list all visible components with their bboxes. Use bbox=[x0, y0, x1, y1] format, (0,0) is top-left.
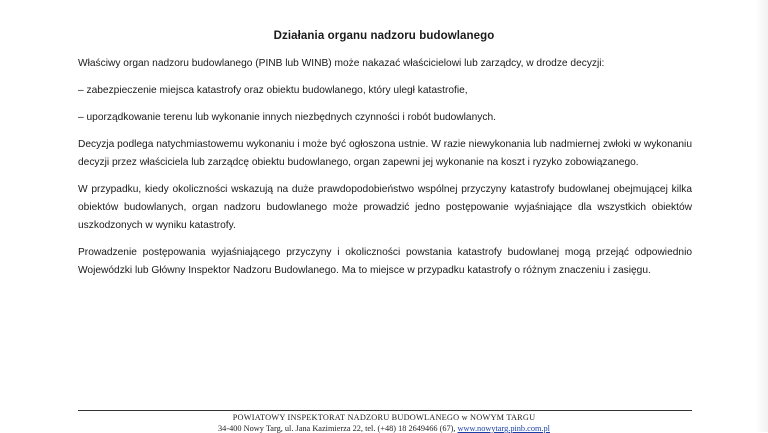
paragraph-decision: Decyzja podlega natychmiastowemu wykonaniu i może być ogłoszona ustnie. W razie niewykonania lub nadmiernej zwłoki w wykonaniu decyzji przez właściciela lub zarządcę obiektu budowlanego, organ zapewni jej wykonanie na koszt i ryzyko zobowiązanego. bbox=[78, 139, 692, 168]
list-item-clean-up: – uporządkowanie terenu lub wykonanie innych niezbędnych czynności i robót budowlanych. bbox=[78, 112, 496, 123]
paragraph-intro: Właściwy organ nadzoru budowlanego (PINB lub WINB) może nakazać właścicielowi lub zarządcy, w drodze decyzji: bbox=[78, 58, 605, 69]
list-item-secure-site: – zabezpieczenie miejsca katastrofy oraz obiektu budowlanego, który uległ katastrofie, bbox=[78, 85, 468, 96]
footer-institution: POWIATOWY INSPEKTORAT NADZORU BUDOWLANEGO w NOWYM TARGU bbox=[232, 413, 536, 422]
footer-divider bbox=[78, 410, 692, 411]
footer-website-link[interactable]: www.nowytarg.pinb.com.pl bbox=[457, 424, 550, 433]
document-body bbox=[78, 55, 692, 289]
footer-address: 34-400 Nowy Targ, ul. Jana Kazimierza 22, tel. (+48) 18 2649466 (67), bbox=[218, 424, 458, 433]
paragraph-takeover: Prowadzenie postępowania wyjaśniającego przyczyny i okoliczności powstania katastrofy budowlanej mogą przejąć odpowiednio Wojewódzki lub Główny Inspektor Nadzoru Budowlanego. Ma to miejsce w przypadku katastrofy o różnym znaczeniu i zasięgu. bbox=[78, 247, 692, 276]
paragraph-joint-proceeding: W przypadku, kiedy okoliczności wskazują na duże prawdopodobieństwo wspólnej przyczyny katastrofy budowlanej obejmującej kilka obiektów budowlanych, organ nadzoru budowlanego może prowadzić jedno postępowanie wyjaśniające dla wszystkich obiektów uszkodzonych w wyniku katastrofy. bbox=[78, 184, 692, 231]
page-edge-shadow bbox=[756, 0, 768, 432]
document-title: Działania organu nadzoru budowlanego bbox=[273, 30, 495, 42]
